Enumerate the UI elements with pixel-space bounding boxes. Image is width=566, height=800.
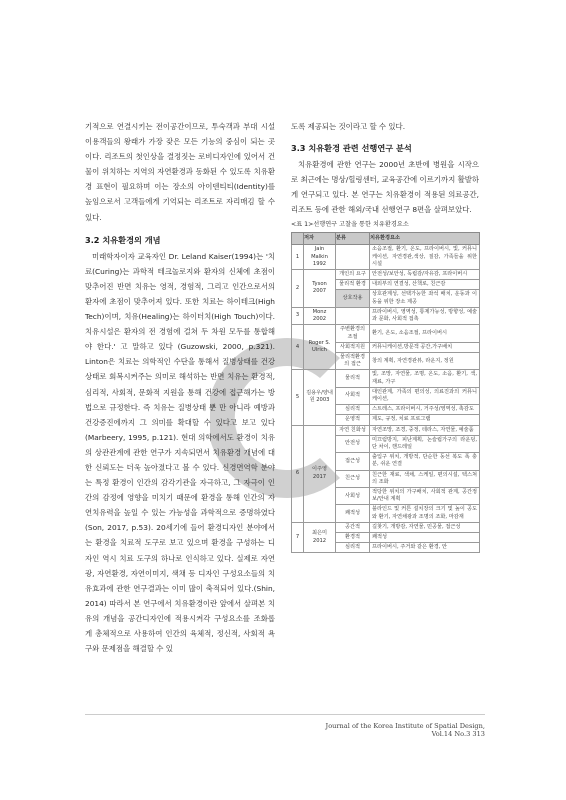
row-elements: 출입구 위치, 개방적, 단순한 동선 복도 폭 충분, 쉬운 연결 — [370, 453, 480, 470]
table-row — [292, 245, 480, 270]
row-category: 접근성 — [336, 453, 370, 470]
table-row — [292, 425, 480, 435]
row-no: 2 — [292, 270, 304, 308]
row-category: 물리적환경의 접근 — [336, 352, 370, 369]
row-category: 물리적 — [336, 370, 370, 387]
row-elements: 길찾기, 개방감, 자연물, 민공물, 접근성 — [370, 522, 480, 532]
row-author: Jain Malkin 1992 — [304, 245, 336, 270]
row-elements: 제도, 규정, 치료 프로그램 — [370, 415, 480, 425]
row-no: 6 — [292, 425, 304, 522]
row-category: 물리적 환경 — [336, 280, 370, 290]
row-elements: 쾌적성 — [370, 532, 480, 542]
row-elements: 빛, 조망, 자연물, 조명, 온도, 소음, 환기, 색, 재료, 가구 — [370, 370, 480, 387]
row-category: 쾌적성 — [336, 505, 370, 522]
row-elements: 소음조절, 환기, 온도, 프라이버시, 빛, 커뮤니케이션, 자연경관,색상, 질감, 가족들을 위한 시설 — [370, 245, 480, 270]
row-category: 친근성 — [336, 470, 370, 487]
row-elements: 내외부의 연결성, 산책로, 친근감 — [370, 280, 480, 290]
row-no: 4 — [292, 325, 304, 370]
right-column — [291, 119, 479, 553]
table-header-row — [292, 233, 480, 245]
row-author: 최은미2012 — [304, 522, 336, 553]
left-paragraph-2: 미래학자이자 교육자인 Dr. Leland Kaiser(1994)는 '치료(Curing)는 과학적 테크놀로지와 환자의 신체에 초점이 맞추어진 반면 치유는 영적, 경험적, 그리고 인간으로서의 환자에 초점이 맞추어져 있다. 또한 치료는 하이테크(High Tech)이며, 치유(Healing)는 하이터치(High Touch)이다. 치유시설은 환자의 전 경험에 걸쳐 두 차원 모두를 통합해야 한다.' 고 말하고 있다 (Guzowski, 2000, p.321). Linton은 치료는 의학적인 수단을 통해서 질병상태를 건강상태로 회복시켜주는 의미로 해석하는 반면 치유는 환경적, 심리적, 사회적, 문화적 지원을 통해 건강에 접근해가는 방법으로 규정한다. 즉 치유는 질병상태 뿐 만 아니라 예방과 건강증진에까지 그 의미를 확대할 수 있다고 보고 있다 (Marbeery, 1995, p.121). 현대 의학에서도 환경이 치유의 상관관계에 관한 연구가 지속되면서 치유환경 개념에 대한 신뢰도는 더욱 높아졌다고 볼 수 있다. 신경면역학 분야는 특정 환경이 인간의 감각기관을 자극하고, 그 자극이 인간의 감정에 영향을 미치기 때문에 환경을 통해 인간의 자연치유력을 높일 수 있는 가능성을 과학적으로 증명하였다 (Son, 2017, p.53). 20세기에 들어 환경디자인 분야에서는 환경을 치료적 도구로 보고 있으며 환경을 구성하는 디자인 역시 치료 도구의 하나로 인식하고 있다. 실제로 자연광, 자연환경, 자연이미지, 색채 등 디자인 구성요소들의 치유효과에 관한 연구결과는 이미 많이 축적되어 있다.(Shin, 2014) 따라서 본 연구에서 치유환경이란 앞에서 살펴본 치유의 개념을 공간디자인에 적용시켜각 구성요소를 조화롭게 총체적으로 사용하여 인간의 육체적, 정신적, 사회적 욕구와 문제점을 해결할 수 있 — [85, 251, 275, 654]
row-no: 1 — [292, 245, 304, 270]
row-elements: 창의 계획, 자연경관뷰, 라운지, 정원 — [370, 352, 480, 369]
row-elements: 자연조망, 조경, 중정, 테라스, 자연물, 예술품 — [370, 425, 480, 435]
table-row — [292, 522, 480, 532]
table-row — [292, 270, 480, 280]
row-author: Roger S. Ulrich — [304, 325, 336, 370]
row-category: 자연 친화성 — [336, 425, 370, 435]
header-category: 분류 — [336, 233, 370, 245]
row-elements: 친근한 재료, 색채, 스케일, 편의시설, 텍스쳐의 조화 — [370, 470, 480, 487]
row-category: 안전성 — [336, 435, 370, 452]
row-category: 주변환경의 조절 — [336, 325, 370, 342]
header-author: 저자 — [304, 233, 336, 245]
left-column — [85, 119, 275, 656]
row-category: 개인의 요구 — [336, 270, 370, 280]
row-no: 3 — [292, 307, 304, 324]
row-elements: 대인관계, 가족의 편의성, 의료진과의 커뮤니케이션, — [370, 387, 480, 404]
right-paragraph-2: 치유환경에 관한 연구는 2000년 초반에 병원을 시작으로 최근에는 명상/힐링센터, 교육공간에 이르기까지 활발하게 연구되고 있다. 본 연구는 치유환경이 적용된 의료공간, 리조트 등에 관한 해외/국내 선행연구 8편을 살펴보았다. — [291, 160, 479, 215]
row-category: 심리적 — [336, 405, 370, 415]
table-caption: <표 1>선행연구 고찰을 통한 치유환경요소 — [291, 221, 409, 229]
table-row — [292, 325, 480, 342]
row-elements: 적당한 위치의 가구배치, 사회적 관계, 공간정보/안내 계획 — [370, 487, 480, 504]
row-elements: 프라이버시, 주거와 같은 환경, 안 — [370, 543, 480, 553]
row-category: 사회적지원 — [336, 342, 370, 352]
journal-footer: Journal of the Korea Institute of Spatial Design, Vol.14 No.3 313 — [325, 722, 485, 738]
row-category — [336, 307, 370, 324]
row-no: 5 — [292, 370, 304, 425]
left-paragraph-1: 기적으로 연결시키는 전이공간이므로, 투숙객과 부대 시설 이용객들의 왕래가 가장 잦은 모든 기능의 중심이 되는 곳이다. 리조트의 첫인상을 결정짓는 로비디자인에 있어서 건물이 위치하는 지역의 자연환경과 동화된 수 있도록 치유환경 표현이 필요하며 이는 장소의 아이덴티티(Identity)를 높임으로서 고객들에게 기억되는 리조트로 자리매김 할 수 있다. — [85, 122, 275, 222]
row-elements: 상호관계성, 선택가능한 좌석 배치, 운동과 이동을 위한 장소 제공 — [370, 290, 480, 307]
row-author: Monz 2002 — [304, 307, 336, 324]
row-elements: 안전성/보안성, 독립감/자유감, 프라이버시 — [370, 270, 480, 280]
row-category: 환경적 — [336, 532, 370, 542]
header-elements: 치유환경요소 — [370, 233, 480, 245]
row-elements: 블라인드 및 커튼 설치장의 크기 및 높이 공도와 환기, 자연채광과 조명의 조화, 마감재 — [370, 505, 480, 522]
row-category: 심리적 — [336, 543, 370, 553]
row-category: 사회적 — [336, 387, 370, 404]
row-elements: 미끄럼방지, 피난계획, 논슬립가구의 라운딩, 단 차이, 핸드레일 — [370, 435, 480, 452]
header-no — [292, 233, 304, 245]
row-elements: 커뮤니케이션,방문객 공간,가구배치 — [370, 342, 480, 352]
row-elements: 환기, 온도, 소음조절, 프라이버시 — [370, 325, 480, 342]
healing-elements-table — [291, 232, 480, 553]
row-category — [336, 245, 370, 270]
row-author: 이주영 2017 — [304, 425, 336, 522]
row-category: 공간적 — [336, 522, 370, 532]
table-row — [292, 307, 480, 324]
row-category: 운영적 — [336, 415, 370, 425]
table-row — [292, 370, 480, 387]
footer-divider — [85, 714, 485, 715]
row-elements: 스트레스, 프라이버시, 거주성/영역성, 촉감도 — [370, 405, 480, 415]
section-heading-3-3: 3.3 치유환경 관련 선행연구 분석 — [291, 143, 412, 154]
row-category: 상호작용 — [336, 290, 370, 307]
row-author: 김용우/양내원 2003 — [304, 370, 336, 425]
row-category: 사회성 — [336, 487, 370, 504]
row-elements: 프라이버시, 영역성, 통제가능성, 방향성, 예술과 문화, 사회적 접촉 — [370, 307, 480, 324]
row-no: 7 — [292, 522, 304, 553]
right-paragraph-1: 도록 제공되는 것이라고 할 수 있다. — [291, 122, 406, 131]
row-author: Tyson 2007 — [304, 270, 336, 308]
section-heading-3-2: 3.2 치유환경의 개념 — [85, 234, 161, 245]
